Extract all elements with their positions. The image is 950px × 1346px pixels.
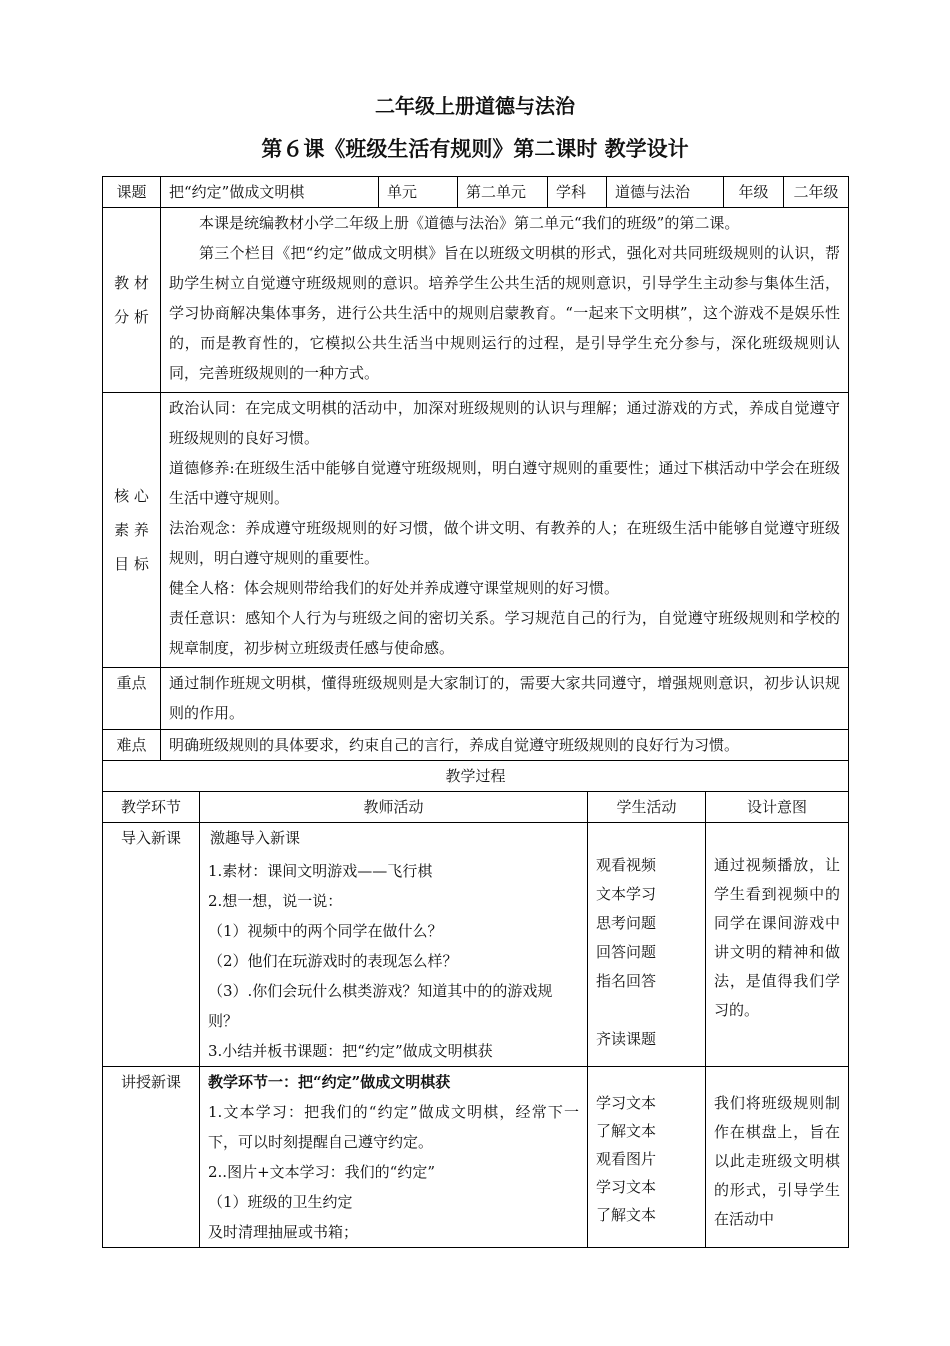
document-title: 二年级上册道德与法治 <box>375 94 575 118</box>
analysis-label <box>103 208 161 393</box>
difficult-content: 明确班级规则的具体要求，约束自己的言行，养成自觉遵守班级规则的良好行为习惯。 <box>161 730 849 761</box>
core-item: 政治认同：在完成文明棋的活动中，加深对班级规则的认识与理解；通过游戏的方式，养成自觉遵守班级规则的良好习惯。 <box>169 399 840 447</box>
grade-value: 二年级 <box>784 177 849 208</box>
student-activity-cell <box>588 823 706 1067</box>
process-header: 学生活动 <box>588 792 706 823</box>
key-label: 重点 <box>103 668 161 730</box>
student-line: 文本学习 <box>596 885 657 903</box>
analysis-paragraph: 第三个栏目《把“约定”做成文明棋》旨在以班级文明棋的形式，强化对共同班级规则的认识，帮助学生树立自觉遵守班级规则的意识。培养学生公共生活的规则意识，引导学生主动参与集体生活，学习协商解决集体事务，进行公共生活中的规则启蒙教育。“一起来下文明棋”，这个游戏不是娱乐性的，而是教育性的，它模拟公共生活当中规则运行的过程，是引导学生充分参与，深化班级规则认同，完善班级规则的一种方式。 <box>169 244 840 382</box>
analysis-paragraph: 本课是统编教材小学二年级上册《道德与法治》第二单元“我们的班级”的第二课。 <box>199 214 740 232</box>
process-header: 设计意图 <box>706 792 849 823</box>
topic-value: 把“约定”做成文明棋 <box>161 177 379 208</box>
analysis-label-line: 分 析 <box>114 308 149 326</box>
teacher-activity-cell <box>200 1067 588 1248</box>
teaching-process-table <box>102 760 849 1248</box>
student-line: 指名回答 <box>596 972 657 990</box>
process-header: 教学环节 <box>103 792 200 823</box>
student-line: 学习文本 <box>596 1178 657 1196</box>
student-line: 观看视频 <box>596 856 657 874</box>
core-content <box>161 393 849 668</box>
table-row <box>103 1067 849 1248</box>
teacher-line: 3.小结并板书课题：把“约定”做成文明棋获 <box>208 1042 493 1060</box>
design-intent-cell: 我们将班级规则制作在棋盘上，旨在以此走班级文明棋的形式，引导学生在活动中 <box>706 1067 849 1248</box>
teacher-line: （1）视频中的两个同学在做什么？ <box>208 922 443 940</box>
core-item: 法治观念：养成遵守班级规则的好习惯，做个讲文明、有教养的人；在班级生活中能够自觉遵守班级规则，明白遵守规则的重要性。 <box>169 519 840 567</box>
teacher-line: 2.想一想，说一说： <box>208 892 343 910</box>
topic-label: 课题 <box>103 177 161 208</box>
student-line: 学习文本 <box>596 1094 657 1112</box>
grade-label: 年级 <box>724 177 784 208</box>
document-subtitle: 第６课《班级生活有规则》第二课时 教学设计 <box>261 137 689 161</box>
subject-value: 道德与法治 <box>607 177 724 208</box>
teacher-line: （2）他们在玩游戏时的表现怎么样？ <box>208 952 458 970</box>
stage-cell: 讲授新课 <box>103 1067 200 1248</box>
core-label-line: 目 标 <box>114 555 149 573</box>
core-item: 健全人格：体会规则带给我们的好处并养成遵守课堂规则的好习惯。 <box>169 579 620 597</box>
teacher-line: 1.素材：课间文明游戏——飞行棋 <box>208 862 433 880</box>
teacher-activity-cell <box>200 823 588 1067</box>
teacher-line: 2..图片+文本学习：我们的“约定” <box>208 1163 435 1181</box>
student-line: 齐读课题 <box>596 1030 657 1048</box>
subject-label: 学科 <box>548 177 607 208</box>
teacher-line: 1.文本学习：把我们的“约定”做成文明棋，经常下一下，可以时刻提醒自己遵守约定。 <box>208 1103 579 1151</box>
core-label-line: 素 养 <box>114 521 149 539</box>
process-header: 教师活动 <box>200 792 588 823</box>
unit-value: 第二单元 <box>458 177 548 208</box>
student-line: 回答问题 <box>596 943 657 961</box>
core-item: 道德修养:在班级生活中能够自觉遵守班级规则，明白遵守规则的重要性；通过下棋活动中学会在班级生活中遵守规则。 <box>169 459 840 507</box>
student-line: 观看图片 <box>596 1150 657 1168</box>
teacher-line: 教学环节一：把“约定”做成文明棋获 <box>208 1073 451 1091</box>
teacher-line: （3）.你们会玩什么棋类游戏？知道其中的的游戏规则？ <box>208 982 553 1030</box>
design-intent-cell: 通过视频播放，让学生看到视频中的同学在课间游戏中讲文明的精神和做法，是值得我们学习的。 <box>706 823 849 1067</box>
stage-cell: 导入新课 <box>103 823 200 1067</box>
core-item: 责任意识：感知个人行为与班级之间的密切关系。学习规范自己的行为，自觉遵守班级规则和学校的规章制度，初步树立班级责任感与使命感。 <box>169 609 840 657</box>
student-line: 思考问题 <box>596 914 657 932</box>
key-content: 通过制作班规文明棋，懂得班级规则是大家制订的，需要大家共同遵守，增强规则意识，初步认识规则的作用。 <box>161 668 849 730</box>
student-line: 了解文本 <box>596 1206 657 1224</box>
teacher-line: 及时清理抽屉或书箱； <box>208 1223 359 1241</box>
core-label <box>103 393 161 668</box>
core-label-line: 核 心 <box>114 487 149 505</box>
table-row <box>103 823 849 1067</box>
process-title: 教学过程 <box>103 761 849 792</box>
teacher-line: 激趣导入新课 <box>210 829 301 847</box>
student-line: 了解文本 <box>596 1122 657 1140</box>
difficult-label: 难点 <box>103 730 161 761</box>
lesson-info-table <box>102 176 849 761</box>
student-activity-cell <box>588 1067 706 1248</box>
analysis-content <box>161 208 849 393</box>
unit-label: 单元 <box>379 177 458 208</box>
student-line <box>596 996 697 1025</box>
analysis-label-line: 教 材 <box>114 274 149 292</box>
teacher-line: （1）班级的卫生约定 <box>208 1193 353 1211</box>
